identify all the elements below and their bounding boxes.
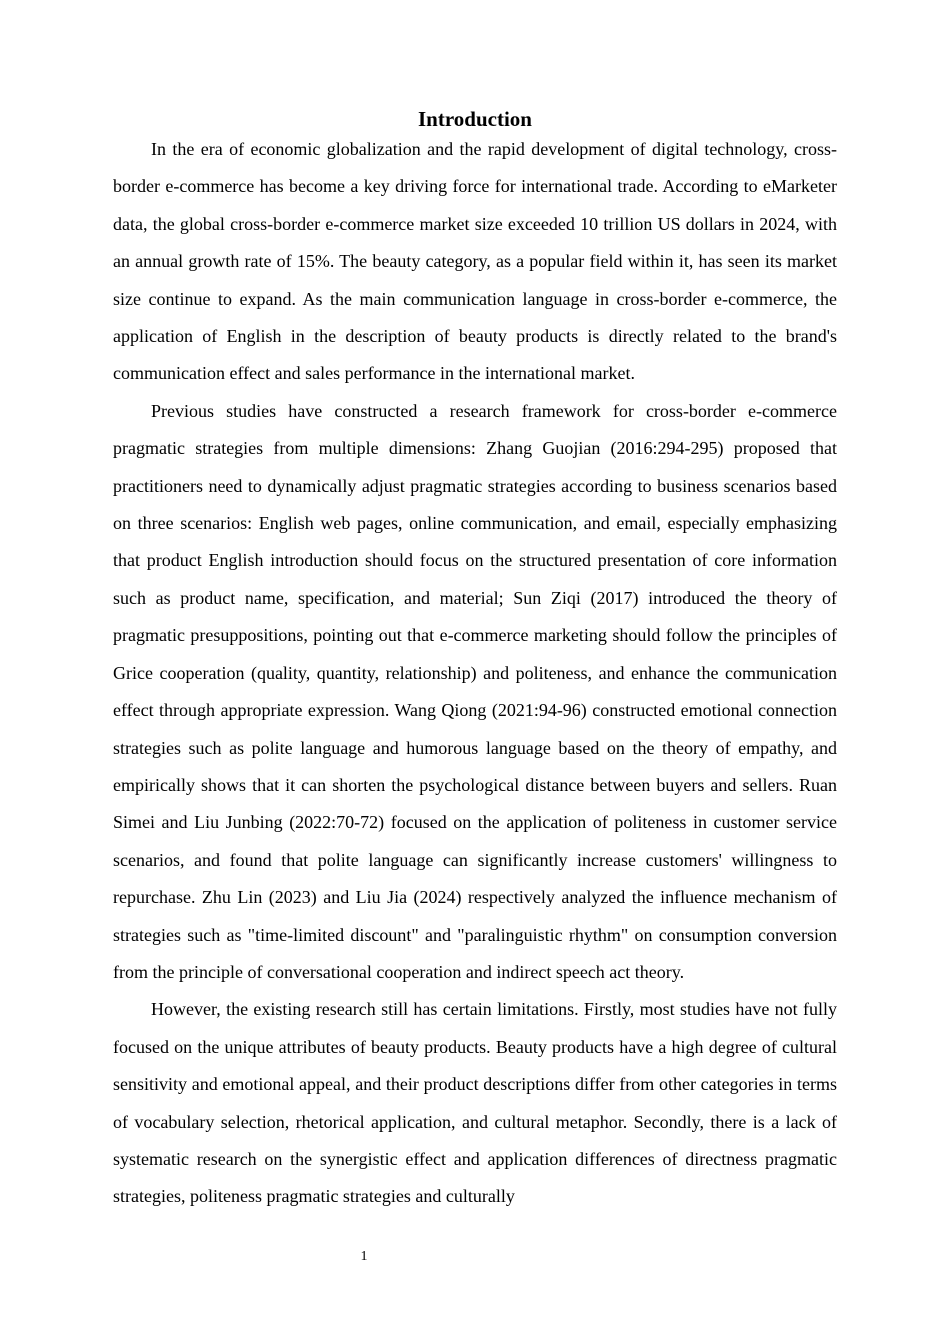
paragraph-1: In the era of economic globalization and the rapid development of digital technology, cross-border e-commerce has become a key driving force for international trade. According to eMarketer data, the global cross-border e-commerce market size exceeded 10 trillion US dollars in 2024, with an annual growth rate of 15%. The beauty category, as a popular field within it, has seen its market size continue to expand. As the main communication language in cross-border e-commerce, the application of English in the description of beauty products is directly related to the brand's communication effect and sales performance in the international market.: [113, 139, 837, 384]
page-number: 1: [360, 1249, 368, 1264]
paragraph-3: However, the existing research still has certain limitations. Firstly, most studies have not fully focused on the unique attributes of beauty products. Beauty products have a high degree of cultural sensitivity and emotional appeal, and their product descriptions differ from other categories in terms of vocabulary selection, rhetorical application, and cultural metaphor. Secondly, there is a lack of systematic research on the synergistic effect and application differences of directness pragmatic strategies, politeness pragmatic strategies and culturally: [113, 999, 837, 1207]
paragraph-2: Previous studies have constructed a research framework for cross-border e-commerce pragmatic strategies from multiple dimensions: Zhang Guojian (2016:294-295) proposed that practitioners need to dynamically adjust pragmatic strategies according to business scenarios based on three scenarios: English web pages, online communication, and email, especially emphasizing that product English introduction should focus on the structured presentation of core information such as product name, specification, and material; Sun Ziqi (2017) introduced the theory of pragmatic presuppositions, pointing out that e-commerce marketing should follow the principles of Grice cooperation (quality, quantity, relationship) and politeness, and enhance the communication effect through appropriate expression. Wang Qiong (2021:94-96) constructed emotional connection strategies such as polite language and humorous language based on the theory of empathy, and empirically shows that it can shorten the psychological distance between buyers and sellers. Ruan Simei and Liu Junbing (2022:70-72) focused on the application of politeness in customer service scenarios, and found that polite language can significantly increase customers' willingness to repurchase. Zhu Lin (2023) and Liu Jia (2024) respectively analyzed the influence mechanism of strategies such as "time-limited discount" and "paralinguistic rhythm" on consumption conversion from the principle of conversational cooperation and indirect speech act theory.: [113, 400, 837, 982]
page-title: Introduction: [418, 107, 532, 131]
body-text: [113, 131, 837, 1216]
